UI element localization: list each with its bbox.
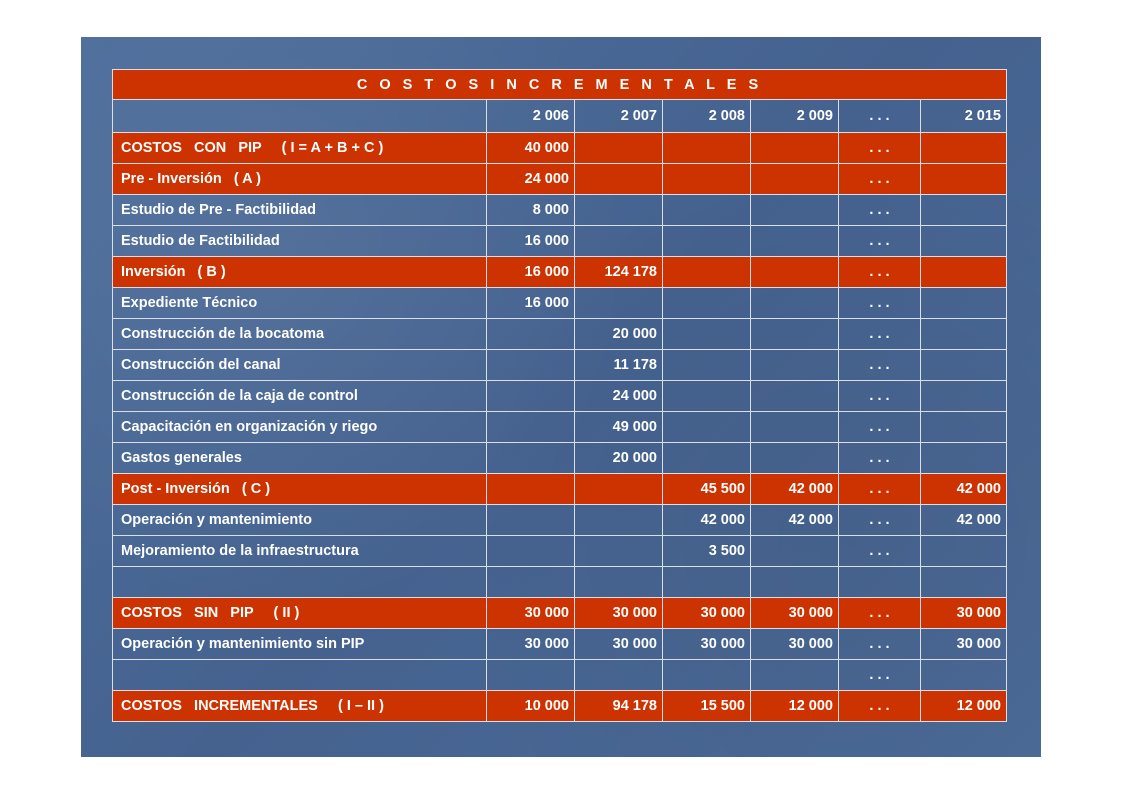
table-row bbox=[113, 474, 1007, 505]
year-header-cell: 2 009 bbox=[751, 100, 839, 133]
value-cell bbox=[663, 412, 751, 443]
value-cell bbox=[663, 350, 751, 381]
value-cell bbox=[487, 319, 575, 350]
row-label: COSTOS SIN PIP ( II ) bbox=[113, 598, 487, 629]
year-header-row bbox=[113, 100, 1007, 133]
value-cell bbox=[921, 195, 1007, 226]
table-row bbox=[113, 598, 1007, 629]
value-cell bbox=[751, 536, 839, 567]
value-cell bbox=[921, 319, 1007, 350]
value-cell: 30 000 bbox=[751, 598, 839, 629]
row-label bbox=[113, 660, 487, 691]
table-row bbox=[113, 629, 1007, 660]
value-cell: 10 000 bbox=[487, 691, 575, 722]
value-cell bbox=[487, 350, 575, 381]
value-cell: . . . bbox=[839, 443, 921, 474]
value-cell bbox=[663, 195, 751, 226]
value-cell bbox=[575, 226, 663, 257]
table-title-row bbox=[113, 70, 1007, 100]
value-cell bbox=[751, 567, 839, 598]
value-cell: . . . bbox=[839, 226, 921, 257]
value-cell bbox=[487, 567, 575, 598]
value-cell bbox=[487, 474, 575, 505]
value-cell bbox=[751, 195, 839, 226]
value-cell: 16 000 bbox=[487, 257, 575, 288]
year-header-cell: 2 015 bbox=[921, 100, 1007, 133]
value-cell: 15 500 bbox=[663, 691, 751, 722]
value-cell bbox=[921, 412, 1007, 443]
row-label: Gastos generales bbox=[113, 443, 487, 474]
value-cell: 12 000 bbox=[921, 691, 1007, 722]
value-cell: . . . bbox=[839, 629, 921, 660]
value-cell bbox=[921, 443, 1007, 474]
table-row bbox=[113, 443, 1007, 474]
year-header-cell: 2 008 bbox=[663, 100, 751, 133]
value-cell: 12 000 bbox=[751, 691, 839, 722]
value-cell bbox=[575, 474, 663, 505]
table-row bbox=[113, 691, 1007, 722]
row-label: Mejoramiento de la infraestructura bbox=[113, 536, 487, 567]
table-row bbox=[113, 567, 1007, 598]
value-cell: 24 000 bbox=[575, 381, 663, 412]
value-cell bbox=[575, 505, 663, 536]
value-cell: 3 500 bbox=[663, 536, 751, 567]
table-row bbox=[113, 257, 1007, 288]
value-cell: . . . bbox=[839, 691, 921, 722]
value-cell bbox=[921, 381, 1007, 412]
row-label bbox=[113, 567, 487, 598]
value-cell: . . . bbox=[839, 195, 921, 226]
value-cell: . . . bbox=[839, 598, 921, 629]
table-row bbox=[113, 412, 1007, 443]
value-cell bbox=[921, 660, 1007, 691]
value-cell bbox=[575, 133, 663, 164]
slide-background bbox=[81, 37, 1041, 757]
row-label: Construcción de la bocatoma bbox=[113, 319, 487, 350]
value-cell: 42 000 bbox=[921, 505, 1007, 536]
table-row bbox=[113, 195, 1007, 226]
value-cell bbox=[575, 567, 663, 598]
value-cell bbox=[921, 567, 1007, 598]
year-header-cell: . . . bbox=[839, 100, 921, 133]
value-cell: 30 000 bbox=[575, 629, 663, 660]
table-row bbox=[113, 536, 1007, 567]
value-cell: 30 000 bbox=[751, 629, 839, 660]
value-cell bbox=[751, 164, 839, 195]
value-cell: 42 000 bbox=[751, 505, 839, 536]
value-cell bbox=[839, 567, 921, 598]
value-cell: 30 000 bbox=[921, 598, 1007, 629]
value-cell: . . . bbox=[839, 350, 921, 381]
value-cell bbox=[751, 443, 839, 474]
value-cell: 30 000 bbox=[575, 598, 663, 629]
value-cell bbox=[487, 505, 575, 536]
value-cell bbox=[663, 226, 751, 257]
value-cell: 124 178 bbox=[575, 257, 663, 288]
value-cell: 49 000 bbox=[575, 412, 663, 443]
row-label: COSTOS INCREMENTALES ( I – II ) bbox=[113, 691, 487, 722]
table-row bbox=[113, 288, 1007, 319]
value-cell: 42 000 bbox=[663, 505, 751, 536]
value-cell bbox=[487, 660, 575, 691]
value-cell: . . . bbox=[839, 133, 921, 164]
value-cell: 11 178 bbox=[575, 350, 663, 381]
value-cell bbox=[751, 133, 839, 164]
value-cell: 16 000 bbox=[487, 226, 575, 257]
row-label: COSTOS CON PIP ( I = A + B + C ) bbox=[113, 133, 487, 164]
value-cell bbox=[751, 226, 839, 257]
value-cell: 30 000 bbox=[663, 598, 751, 629]
value-cell: . . . bbox=[839, 257, 921, 288]
value-cell: 30 000 bbox=[663, 629, 751, 660]
row-label: Capacitación en organización y riego bbox=[113, 412, 487, 443]
value-cell bbox=[921, 536, 1007, 567]
value-cell bbox=[663, 660, 751, 691]
table-row bbox=[113, 381, 1007, 412]
table-row bbox=[113, 660, 1007, 691]
value-cell: 20 000 bbox=[575, 443, 663, 474]
row-label: Estudio de Factibilidad bbox=[113, 226, 487, 257]
value-cell bbox=[921, 350, 1007, 381]
table-row bbox=[113, 505, 1007, 536]
header-label-cell bbox=[113, 100, 487, 133]
value-cell bbox=[575, 164, 663, 195]
value-cell: 8 000 bbox=[487, 195, 575, 226]
value-cell bbox=[487, 412, 575, 443]
value-cell: 30 000 bbox=[487, 598, 575, 629]
value-cell bbox=[921, 257, 1007, 288]
value-cell bbox=[663, 133, 751, 164]
value-cell: . . . bbox=[839, 381, 921, 412]
value-cell: . . . bbox=[839, 536, 921, 567]
value-cell bbox=[751, 381, 839, 412]
table-row bbox=[113, 319, 1007, 350]
value-cell: 94 178 bbox=[575, 691, 663, 722]
value-cell bbox=[751, 350, 839, 381]
value-cell bbox=[663, 288, 751, 319]
value-cell bbox=[751, 319, 839, 350]
value-cell bbox=[751, 660, 839, 691]
value-cell: 20 000 bbox=[575, 319, 663, 350]
value-cell bbox=[575, 660, 663, 691]
value-cell bbox=[751, 412, 839, 443]
row-label: Inversión ( B ) bbox=[113, 257, 487, 288]
table-title: C O S T O S I N C R E M E N T A L E S bbox=[113, 70, 1007, 100]
value-cell bbox=[921, 226, 1007, 257]
value-cell bbox=[663, 257, 751, 288]
row-label: Construcción del canal bbox=[113, 350, 487, 381]
value-cell bbox=[487, 536, 575, 567]
year-header-cell: 2 007 bbox=[575, 100, 663, 133]
year-header-cell: 2 006 bbox=[487, 100, 575, 133]
value-cell bbox=[663, 381, 751, 412]
value-cell bbox=[575, 288, 663, 319]
table-row bbox=[113, 133, 1007, 164]
table-row bbox=[113, 350, 1007, 381]
value-cell: . . . bbox=[839, 319, 921, 350]
value-cell: 30 000 bbox=[921, 629, 1007, 660]
value-cell bbox=[663, 443, 751, 474]
value-cell bbox=[487, 381, 575, 412]
row-label: Operación y mantenimiento sin PIP bbox=[113, 629, 487, 660]
value-cell: 16 000 bbox=[487, 288, 575, 319]
value-cell bbox=[663, 567, 751, 598]
value-cell bbox=[663, 164, 751, 195]
row-label: Pre - Inversión ( A ) bbox=[113, 164, 487, 195]
table-row bbox=[113, 164, 1007, 195]
table-row bbox=[113, 226, 1007, 257]
value-cell bbox=[921, 288, 1007, 319]
value-cell: 42 000 bbox=[921, 474, 1007, 505]
value-cell bbox=[751, 288, 839, 319]
value-cell bbox=[751, 257, 839, 288]
value-cell: . . . bbox=[839, 505, 921, 536]
value-cell: 42 000 bbox=[751, 474, 839, 505]
value-cell: . . . bbox=[839, 288, 921, 319]
row-label: Estudio de Pre - Factibilidad bbox=[113, 195, 487, 226]
value-cell bbox=[921, 133, 1007, 164]
value-cell: 45 500 bbox=[663, 474, 751, 505]
row-label: Construcción de la caja de control bbox=[113, 381, 487, 412]
row-label: Post - Inversión ( C ) bbox=[113, 474, 487, 505]
value-cell bbox=[663, 319, 751, 350]
value-cell: 24 000 bbox=[487, 164, 575, 195]
value-cell: . . . bbox=[839, 660, 921, 691]
value-cell: . . . bbox=[839, 474, 921, 505]
value-cell: . . . bbox=[839, 164, 921, 195]
value-cell: . . . bbox=[839, 412, 921, 443]
row-label: Expediente Técnico bbox=[113, 288, 487, 319]
value-cell bbox=[575, 536, 663, 567]
row-label: Operación y mantenimiento bbox=[113, 505, 487, 536]
value-cell bbox=[575, 195, 663, 226]
value-cell: 40 000 bbox=[487, 133, 575, 164]
value-cell bbox=[487, 443, 575, 474]
incremental-costs-table bbox=[112, 69, 1007, 722]
value-cell bbox=[921, 164, 1007, 195]
value-cell: 30 000 bbox=[487, 629, 575, 660]
